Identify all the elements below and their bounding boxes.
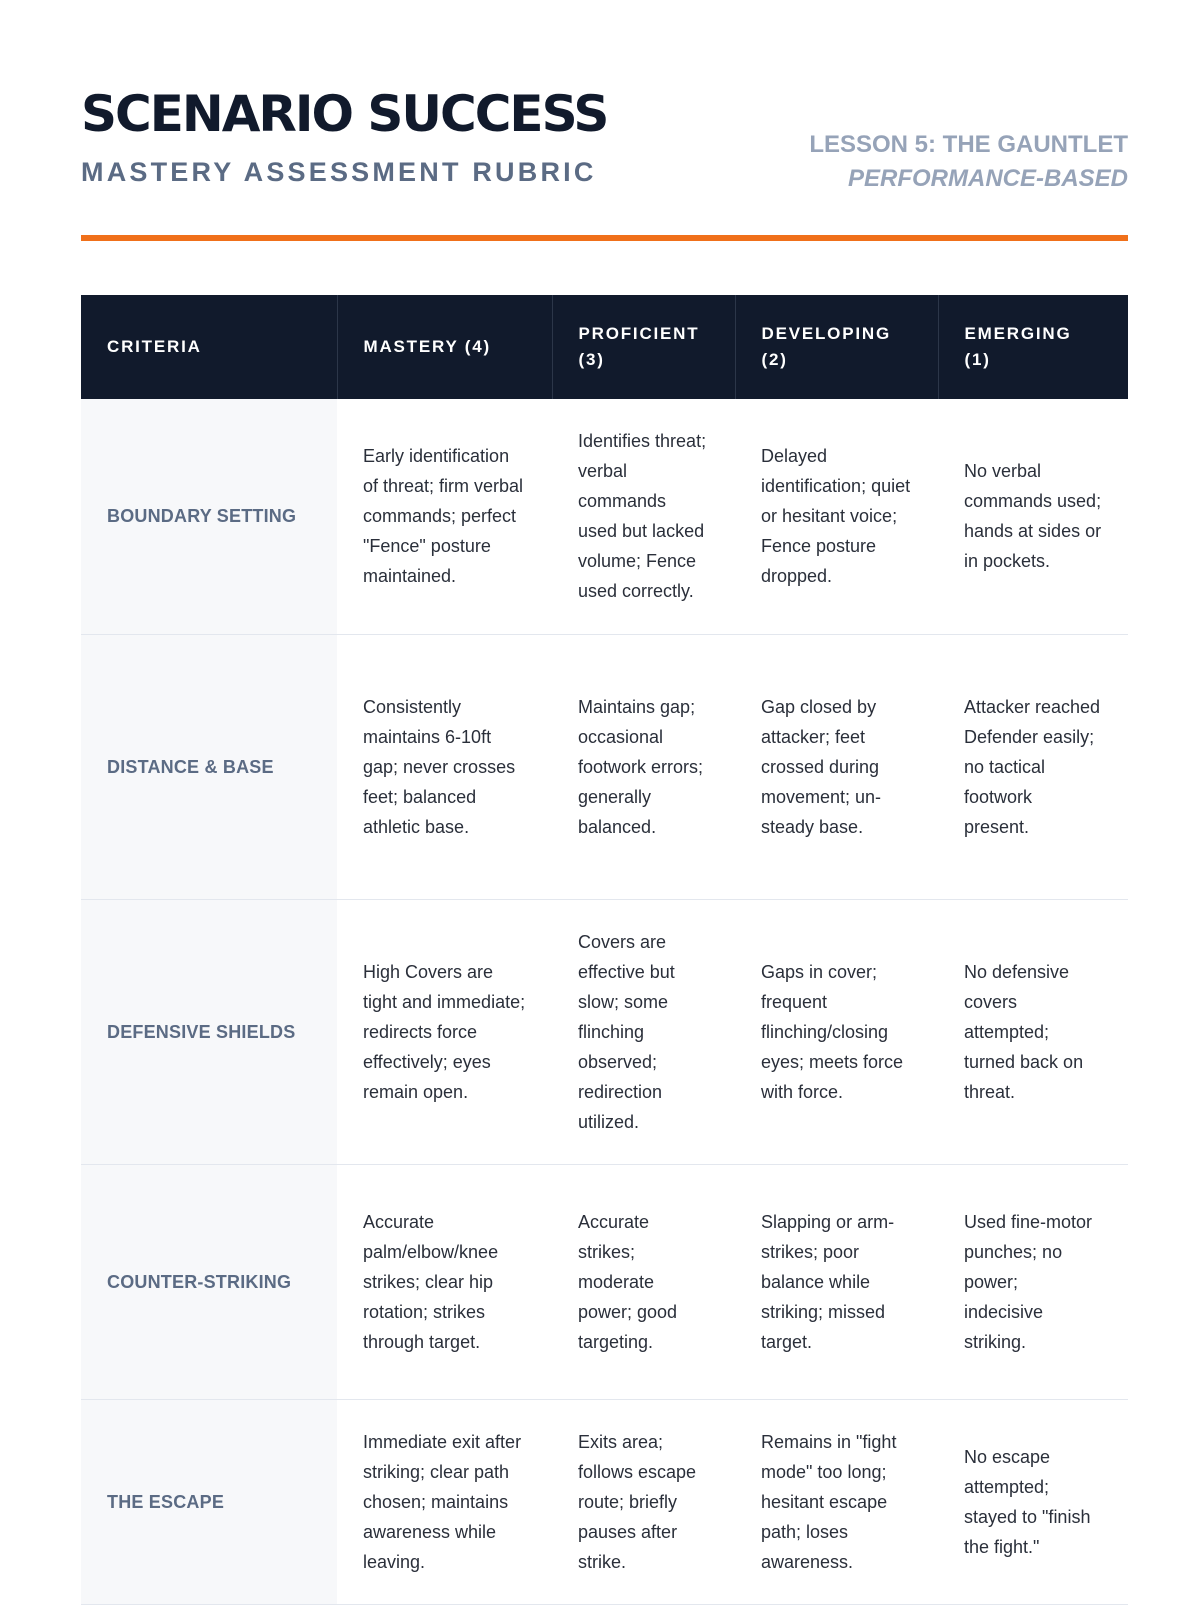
column-header-mastery: MASTERY (4)	[337, 295, 552, 399]
table-row	[81, 634, 1128, 899]
emerging-cell: No escape attempted; stayed to "finish the fight."	[938, 1399, 1128, 1604]
criteria-cell: DEFENSIVE SHIELDS	[81, 899, 337, 1164]
developing-cell: Remains in "fight mode" too long; hesitant escape path; loses awareness.	[735, 1399, 938, 1604]
proficient-cell: Accurate strikes; moderate power; good targeting.	[552, 1164, 735, 1399]
emerging-cell: No defensive covers attempted; turned back on threat.	[938, 899, 1128, 1164]
developing-cell: Slapping or arm-strikes; poor balance while striking; missed target.	[735, 1164, 938, 1399]
emerging-cell: Used fine-motor punches; no power; indecisive striking.	[938, 1164, 1128, 1399]
column-header-developing: DEVELOPING (2)	[735, 295, 938, 399]
criteria-cell: COUNTER-STRIKING	[81, 1164, 337, 1399]
header-row	[81, 295, 1128, 399]
emerging-cell: Attacker reached Defender easily; no tactical footwork present.	[938, 634, 1128, 899]
table-row	[81, 899, 1128, 1164]
table-row	[81, 1399, 1128, 1604]
mastery-cell: Early identification of threat; firm verbal commands; perfect "Fence" posture maintained.	[337, 399, 552, 634]
mastery-cell: Immediate exit after striking; clear path chosen; maintains awareness while leaving.	[337, 1399, 552, 1604]
proficient-cell: Covers are effective but slow; some flinching observed; redirection utilized.	[552, 899, 735, 1164]
rubric-table	[81, 295, 1128, 1605]
page-subtitle: MASTERY ASSESSMENT RUBRIC	[81, 157, 597, 187]
column-header-criteria: CRITERIA	[81, 295, 337, 399]
criteria-cell: DISTANCE & BASE	[81, 634, 337, 899]
column-header-proficient: PROFICIENT (3)	[552, 295, 735, 399]
mastery-cell: Accurate palm/elbow/knee strikes; clear hip rotation; strikes through target.	[337, 1164, 552, 1399]
assessment-mode: PERFORMANCE-BASED	[847, 165, 1128, 192]
developing-cell: Gaps in cover; frequent flinching/closing eyes; meets force with force.	[735, 899, 938, 1164]
table-row	[81, 1164, 1128, 1399]
accent-divider	[81, 235, 1128, 241]
table-row	[81, 399, 1128, 634]
developing-cell: Gap closed by attacker; feet crossed during movement; un-steady base.	[735, 634, 938, 899]
criteria-cell: BOUNDARY SETTING	[81, 399, 337, 634]
developing-cell: Delayed identification; quiet or hesitant voice; Fence posture dropped.	[735, 399, 938, 634]
proficient-cell: Exits area; follows escape route; briefly pauses after strike.	[552, 1399, 735, 1604]
proficient-cell: Identifies threat; verbal commands used but lacked volume; Fence used correctly.	[552, 399, 735, 634]
mastery-cell: High Covers are tight and immediate; redirects force effectively; eyes remain open.	[337, 899, 552, 1164]
mastery-cell: Consistently maintains 6-10ft gap; never crosses feet; balanced athletic base.	[337, 634, 552, 899]
page-title: SCENARIO SUCCESS	[81, 85, 608, 143]
emerging-cell: No verbal commands used; hands at sides or in pockets.	[938, 399, 1128, 634]
criteria-cell: THE ESCAPE	[81, 1399, 337, 1604]
header	[81, 84, 1128, 204]
table-body	[81, 399, 1128, 1604]
column-header-emerging: EMERGING (1)	[938, 295, 1128, 399]
lesson-title: LESSON 5: THE GAUNTLET	[809, 131, 1128, 158]
table-header	[81, 295, 1128, 399]
lesson-info	[809, 128, 1128, 196]
proficient-cell: Maintains gap; occasional footwork errors; generally balanced.	[552, 634, 735, 899]
